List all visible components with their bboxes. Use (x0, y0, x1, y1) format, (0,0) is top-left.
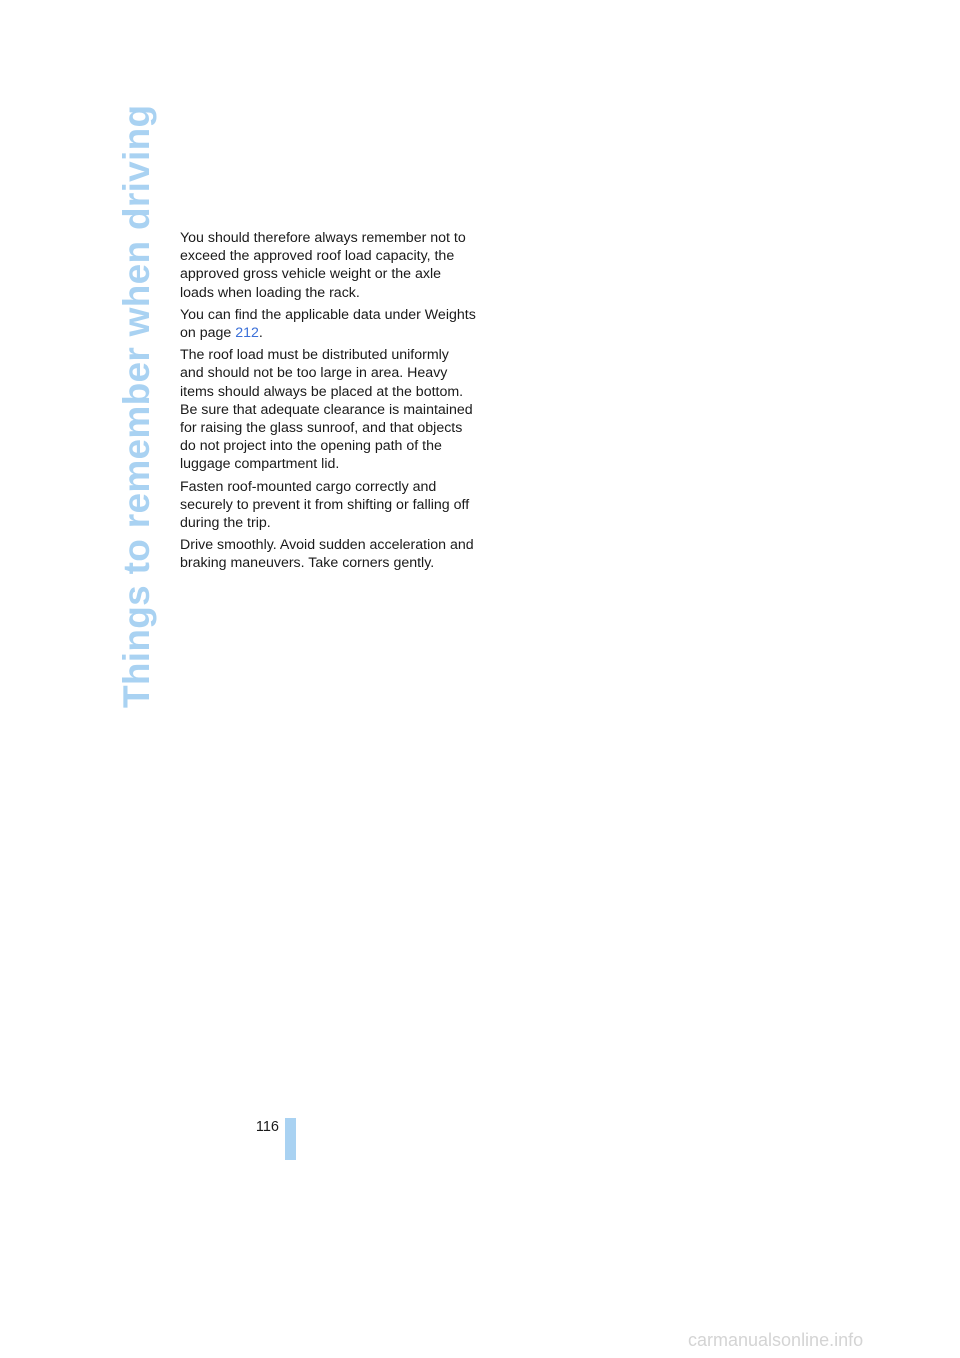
paragraph-roof-load-capacity: You should therefore always remember not to exceed the approved roof load capacity, the approved gross vehicle weight or the axle loads when loading the rack. (180, 230, 466, 301)
paragraph-fasten-cargo: Fasten roof-mounted cargo correctly and securely to prevent it from shifting or falling off during the trip. (180, 478, 470, 532)
weights-reference-text: You can find the applicable data under Weights on page (180, 306, 476, 342)
weights-reference-end: . (258, 325, 263, 342)
body-text (180, 229, 476, 577)
watermark: carmanualsonline.info (688, 1330, 864, 1350)
paragraph-weights-reference (180, 306, 476, 342)
paragraph-drive-smoothly: Drive smoothly. Avoid sudden acceleration and braking maneuvers. Take corners gently. (180, 537, 474, 572)
paragraph-load-distribution: The roof load must be distributed uniformly and should not be too large in area. Heavy items should always be placed at the bottom. Be sure that adequate clearance is maintained for raising the glass sunroof, and that objects do not project into the opening path of the luggage compartment lid. (180, 347, 473, 473)
page-reference-link[interactable]: 212 (235, 325, 259, 342)
page-number: 116 (255, 1119, 279, 1135)
section-side-title: Things to remember when driving (116, 104, 157, 708)
page-number-bar (285, 1118, 296, 1160)
